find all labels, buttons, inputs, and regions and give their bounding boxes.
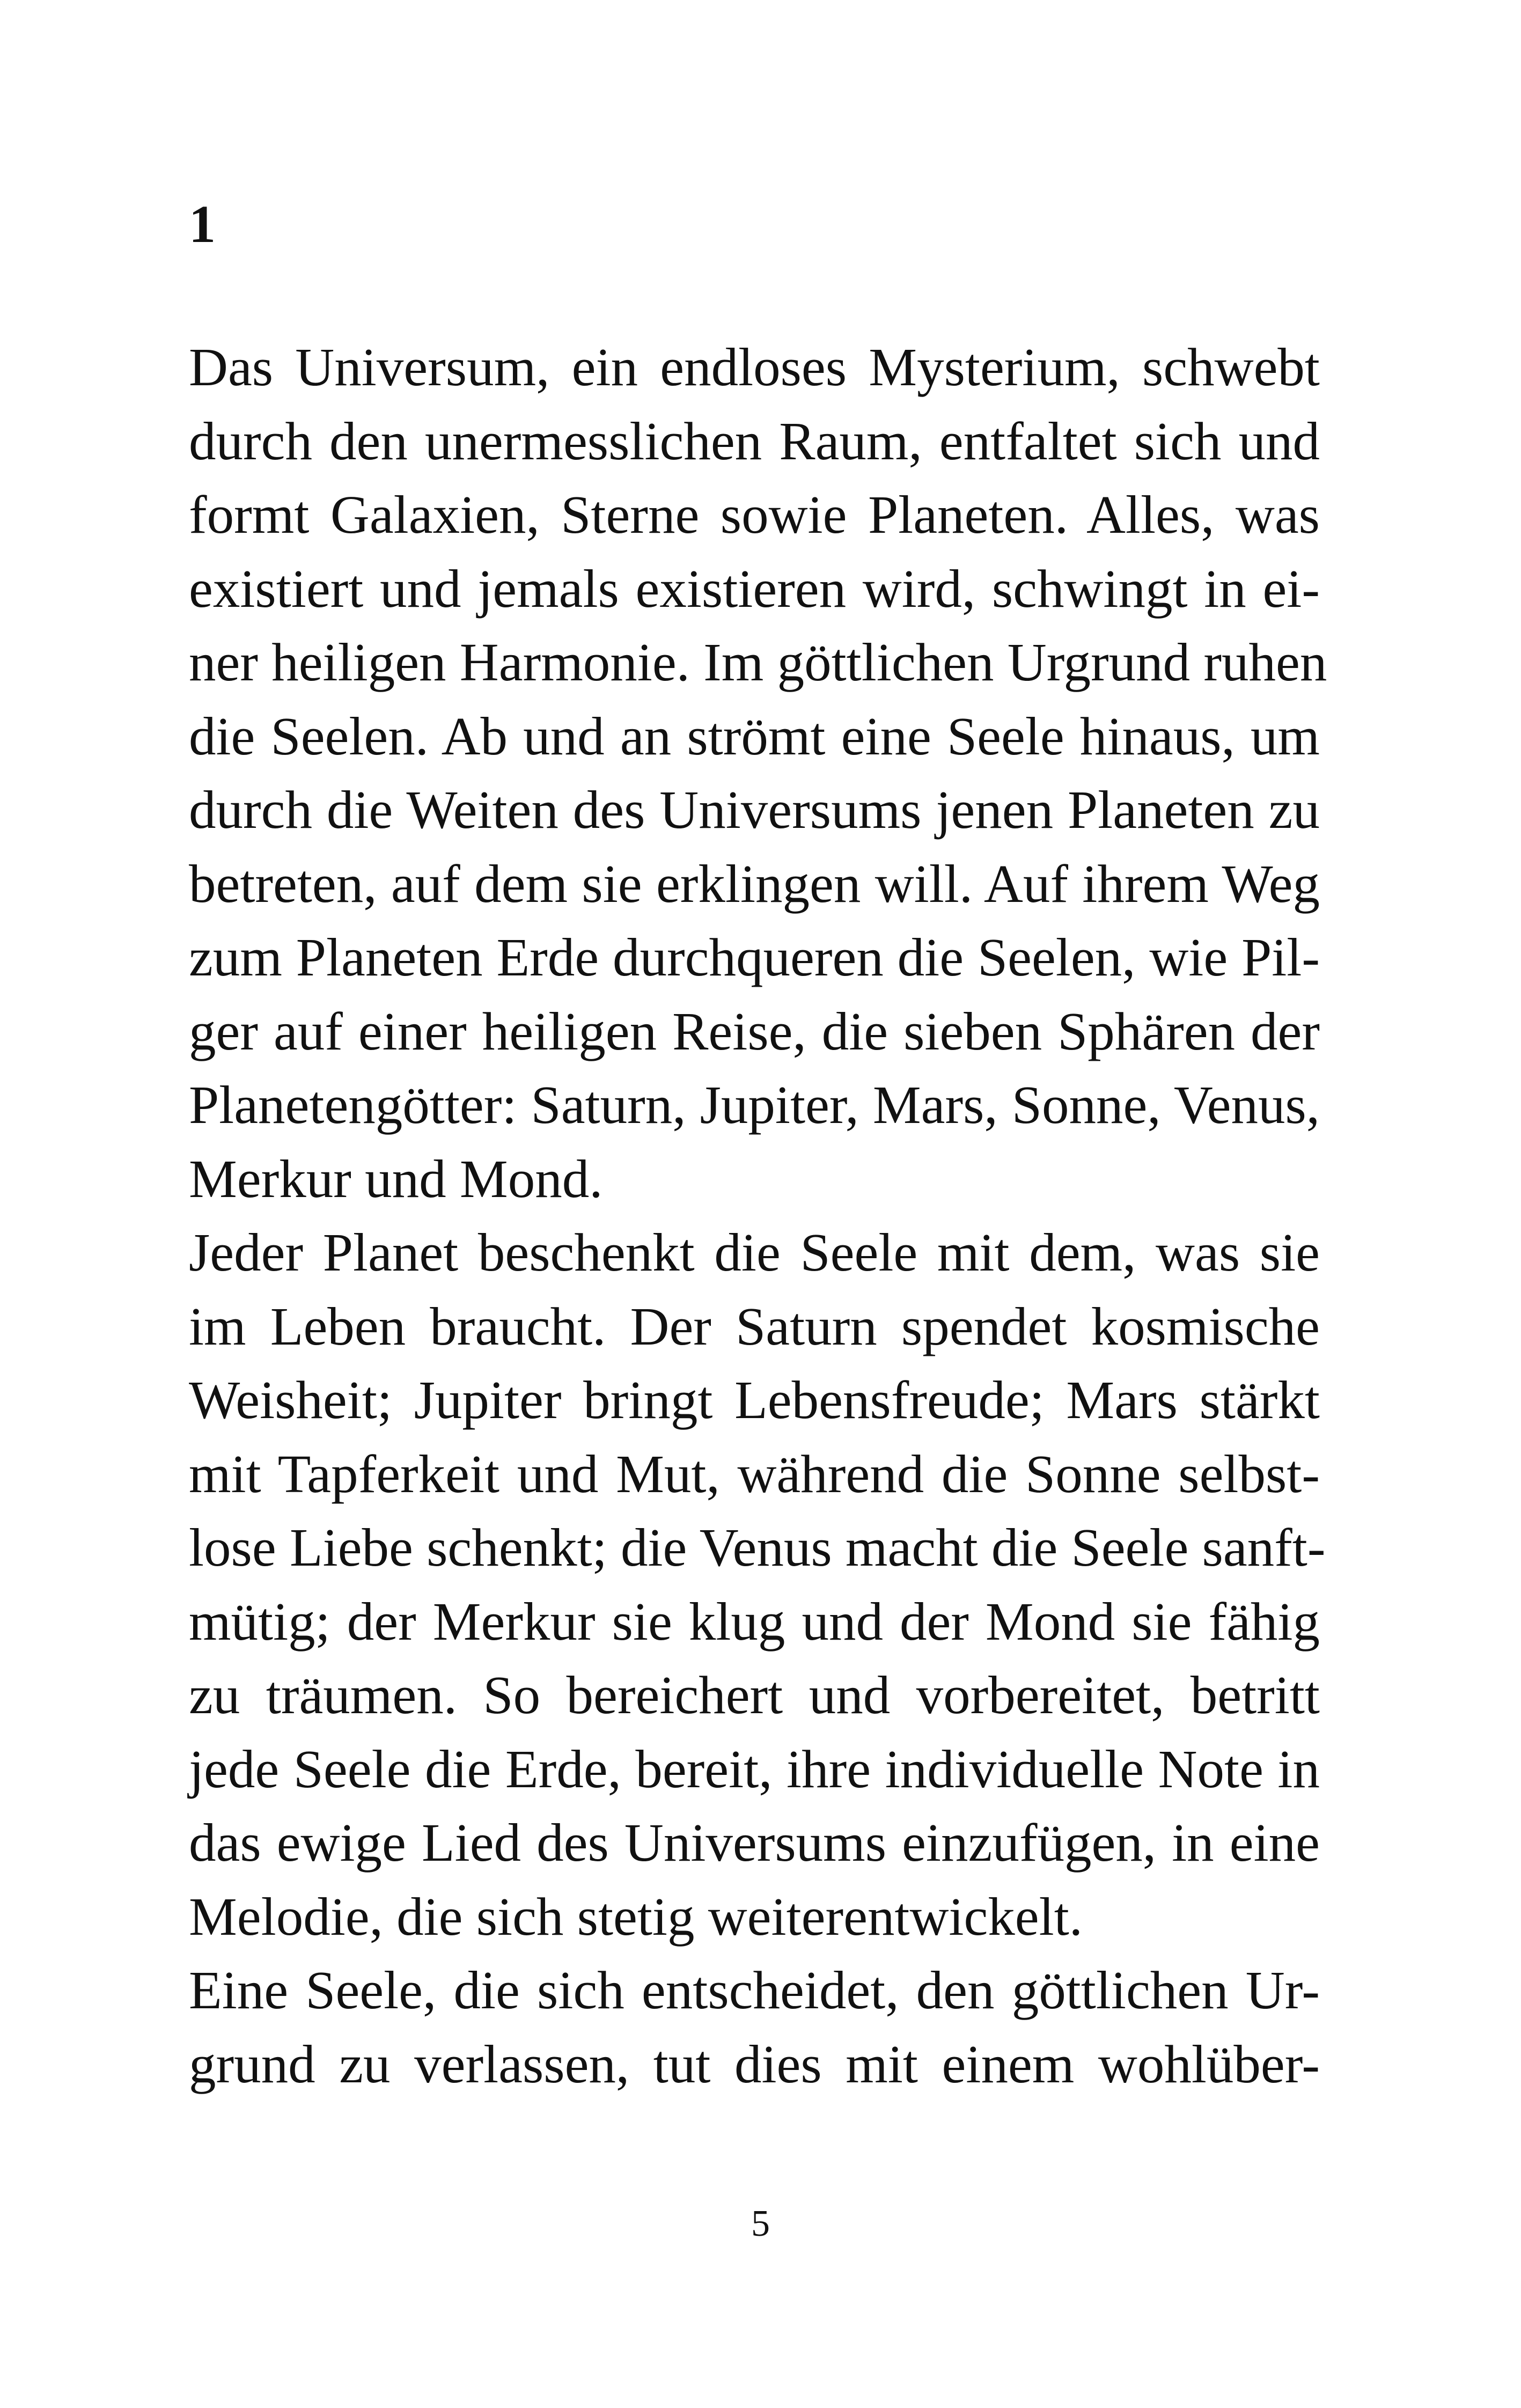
text-line: das ewige Lied des Universums einzufügen, in eine bbox=[189, 1812, 1320, 1873]
chapter-number: 1 bbox=[189, 194, 216, 254]
text-line: Planetengötter: Saturn, Jupiter, Mars, Sonne, Venus, bbox=[189, 1075, 1320, 1135]
text-line: zu träumen. So bereichert und vorbereitet, betritt bbox=[189, 1665, 1320, 1725]
text-line: die Seelen. Ab und an strömt eine Seele hinaus, um bbox=[189, 706, 1320, 766]
text-line: Jeder Planet beschenkt die Seele mit dem, was sie bbox=[189, 1222, 1320, 1282]
paragraph-2 bbox=[189, 1216, 1326, 1954]
text-line: betreten, auf dem sie erklingen will. Auf ihrem Weg bbox=[189, 853, 1320, 914]
page-number: 5 bbox=[751, 2203, 770, 2244]
text-line: Das Universum, ein endloses Mysterium, schwebt bbox=[189, 337, 1320, 397]
text-line: durch den unermesslichen Raum, entfaltet sich und bbox=[189, 410, 1320, 471]
text-line: ner heiligen Harmonie. Im göttlichen Urgrund ruhen bbox=[189, 632, 1327, 692]
text-line: Melodie, die sich stetig weiterentwickelt. bbox=[189, 1886, 1083, 1947]
text-line: mit Tapferkeit und Mut, während die Sonne selbst- bbox=[189, 1443, 1320, 1504]
body-text bbox=[189, 331, 1327, 2101]
text-line: Merkur und Mond. bbox=[189, 1148, 603, 1209]
text-line: im Leben braucht. Der Saturn spendet kosmische bbox=[189, 1296, 1320, 1356]
text-line: existiert und jemals existieren wird, schwingt in ei- bbox=[189, 558, 1320, 619]
text-line: Eine Seele, die sich entscheidet, den göttlichen Ur- bbox=[189, 1960, 1320, 2020]
text-line: ger auf einer heiligen Reise, die sieben Sphären der bbox=[189, 1001, 1320, 1061]
text-line: mütig; der Merkur sie klug und der Mond sie fähig bbox=[189, 1591, 1320, 1651]
text-line: Weisheit; Jupiter bringt Lebensfreude; Mars stärkt bbox=[189, 1370, 1320, 1430]
text-line: zum Planeten Erde durchqueren die Seelen, wie Pil- bbox=[189, 927, 1320, 987]
paragraph-1 bbox=[189, 331, 1327, 1216]
paragraph-3 bbox=[189, 1954, 1320, 2101]
text-line: formt Galaxien, Sterne sowie Planeten. Alles, was bbox=[189, 484, 1320, 545]
text-line: jede Seele die Erde, bereit, ihre individuelle Note in bbox=[189, 1738, 1320, 1799]
text-line: lose Liebe schenkt; die Venus macht die Seele sanft- bbox=[189, 1517, 1326, 1577]
text-line: durch die Weiten des Universums jenen Planeten zu bbox=[189, 780, 1320, 840]
text-line: grund zu verlassen, tut dies mit einem wohlüber- bbox=[189, 2033, 1320, 2094]
